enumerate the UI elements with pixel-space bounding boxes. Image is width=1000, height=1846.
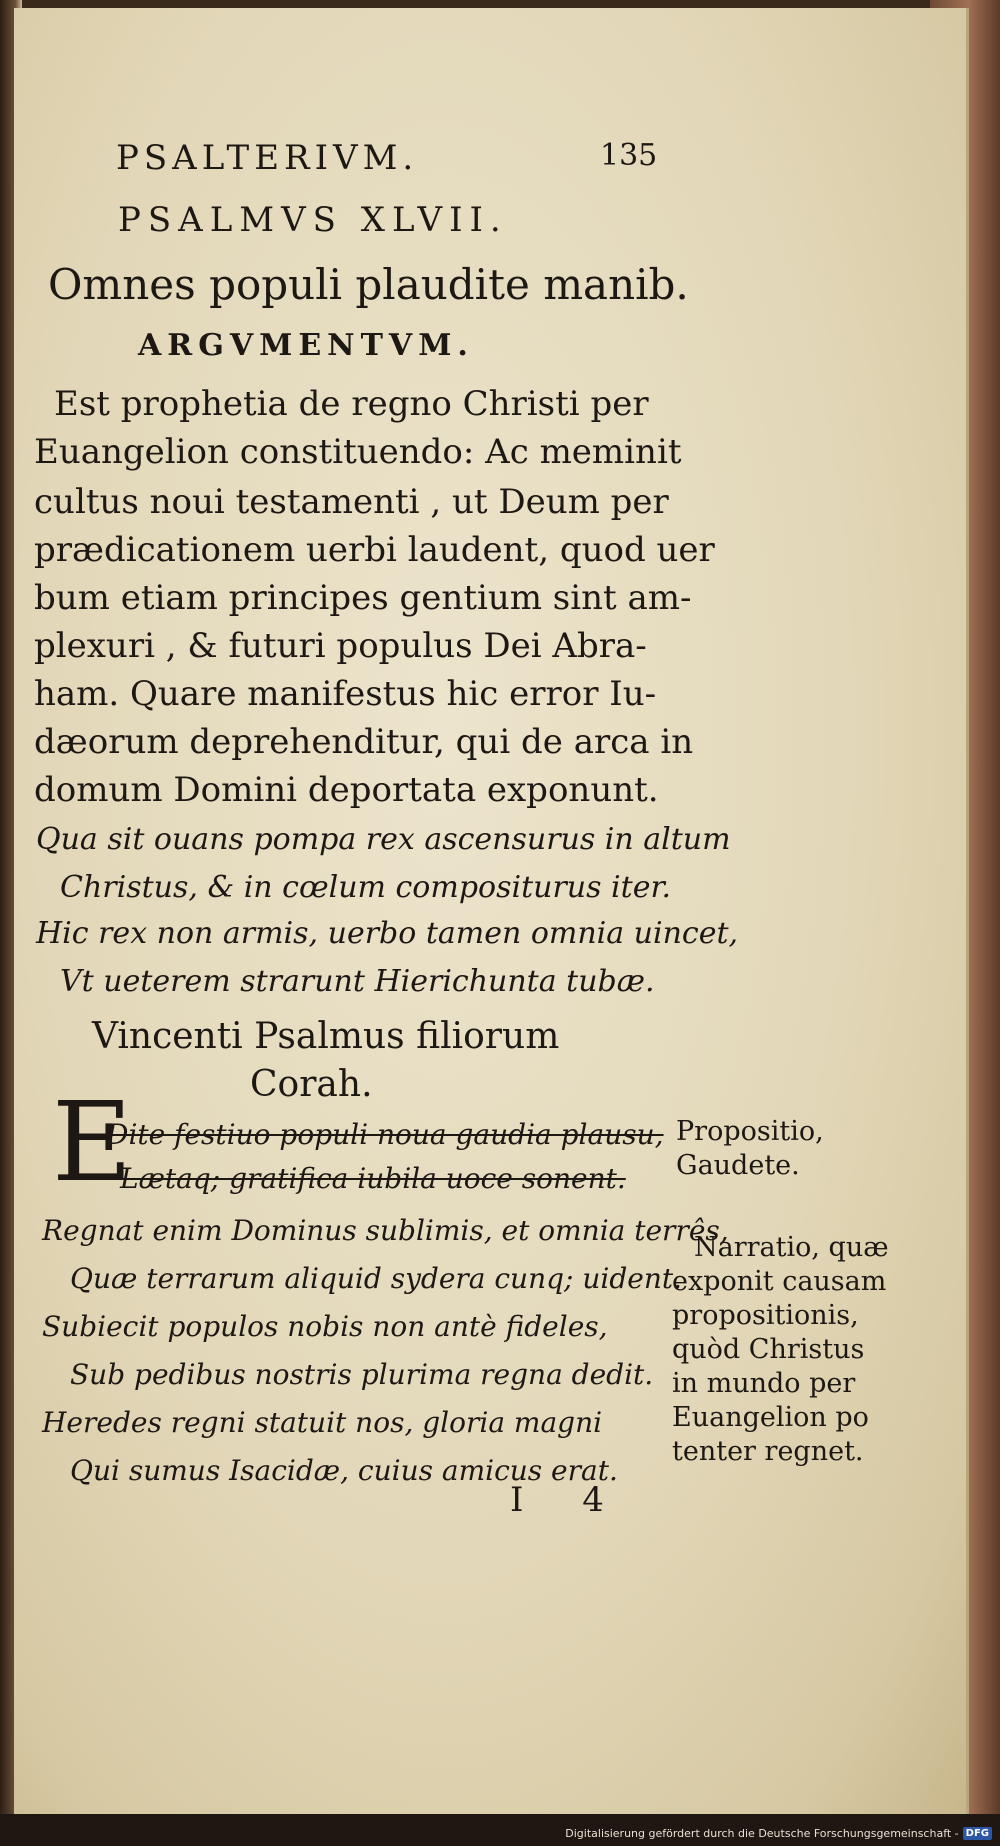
argument-line: prædicationem uerbi laudent, quod uer <box>34 530 715 570</box>
margin-note-line: exponit causam <box>672 1266 887 1297</box>
poem-line: Sub pedibus nostris plurima regna dedit. <box>70 1358 654 1391</box>
poem-line: Qui sumus Isacidæ, cuius amicus erat. <box>70 1454 618 1487</box>
margin-note-line: Narratio, quæ <box>694 1232 889 1263</box>
book-page <box>14 8 969 1814</box>
poem-line: Regnat enim Dominus sublimis, et omnia terrês, <box>42 1214 729 1247</box>
argument-line: bum etiam principes gentium sint am- <box>34 578 692 618</box>
poem-line: Lætaq; gratifica iubila uoce sonent. <box>120 1162 626 1195</box>
argument-verse: Vt ueterem strarunt Hierichunta tubæ. <box>60 964 655 999</box>
psalm-rubric: Corah. <box>250 1064 373 1105</box>
argument-line: cultus noui testamenti , ut Deum per <box>34 482 669 522</box>
poem-line: Quæ terrarum aliquid sydera cunq; uident. <box>70 1262 683 1295</box>
margin-note-line: Euangelion po <box>672 1402 869 1433</box>
poem-line: Heredes regni statuit nos, gloria magni <box>42 1406 603 1439</box>
argument-verse: Qua sit ouans pompa rex ascensurus in altum <box>36 822 731 857</box>
poem-line: Subiecit populos nobis non antè fideles, <box>42 1310 608 1343</box>
argument-line: Euangelion constituendo: Ac meminit <box>34 432 682 472</box>
psalm-number-heading: PSALMVS XLVII. <box>118 200 508 240</box>
argument-line: ham. Quare manifestus hic error Iu- <box>34 674 657 714</box>
footer-strip <box>0 1814 1000 1846</box>
margin-note-line: propositionis, <box>672 1300 859 1331</box>
margin-note-line: in mundo per <box>672 1368 856 1399</box>
signature-mark: I 4 <box>510 1480 628 1520</box>
psalm-rubric: Vincenti Psalmus filiorum <box>92 1016 560 1057</box>
footer-credit-text: Digitalisierung gefördert durch die Deutsche Forschungsgemeinschaft - <box>565 1827 959 1840</box>
argument-line: dæorum deprehenditur, qui de arca in <box>34 722 694 762</box>
argument-line: domum Domini deportata exponunt. <box>34 770 659 810</box>
psalm-incipit: Omnes populi plaudite manib. <box>48 260 689 309</box>
running-title: PSALTERIVM. <box>116 138 419 178</box>
argument-verse: Christus, & in cœlum compositurus iter. <box>60 870 672 905</box>
argument-verse: Hic rex non armis, uerbo tamen omnia uincet, <box>36 916 739 951</box>
margin-note-line: tenter regnet. <box>672 1436 864 1467</box>
margin-note-line: Propositio, <box>676 1116 824 1147</box>
drop-initial: E <box>52 1078 133 1206</box>
page-number: 135 <box>600 138 658 173</box>
argument-heading: ARGVMENTVM. <box>138 328 474 363</box>
margin-note-line: Gaudete. <box>676 1150 800 1181</box>
argument-line: plexuri , & futuri populus Dei Abra- <box>34 626 647 666</box>
dfg-logo: DFG <box>963 1827 992 1840</box>
footer-credit <box>565 1827 992 1840</box>
poem-line: Dite festiuo populi noua gaudia plausu, <box>106 1118 664 1151</box>
margin-note-line: quòd Christus <box>672 1334 865 1365</box>
argument-line: Est prophetia de regno Christi per <box>54 384 649 424</box>
